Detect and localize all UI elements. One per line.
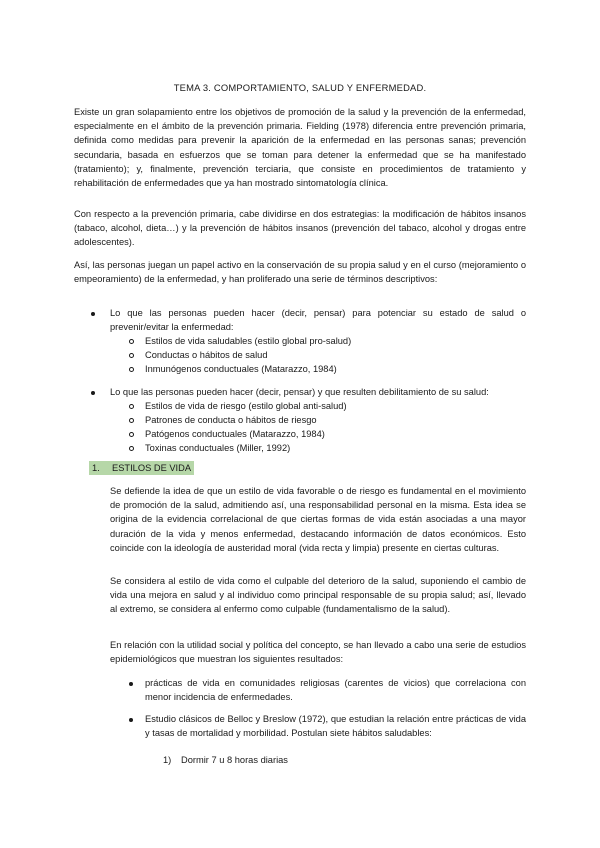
sub-item: Conductas o hábitos de salud bbox=[145, 350, 268, 360]
numbered-item bbox=[163, 753, 288, 767]
sub-item: Patrones de conducta o hábitos de riesgo bbox=[145, 415, 317, 425]
sub-item: Estilos de vida de riesgo (estilo global anti-salud) bbox=[145, 401, 347, 411]
section-heading bbox=[89, 461, 194, 475]
bullet-dot bbox=[91, 312, 95, 316]
section-number: 1. bbox=[92, 463, 100, 473]
sub-item: Toxinas conductuales (Miller, 1992) bbox=[145, 443, 291, 453]
bullet-health-damaging: Lo que las personas pueden hacer (decir, pensar) y que resulten debilitamiento de su salud: bbox=[110, 387, 489, 397]
sub-bullet-ring bbox=[129, 339, 134, 344]
paragraph-active-role: Así, las personas juegan un papel activo en la conservación de su propia salud y en el curso (mejoramiento o empeoramiento) de la enfermedad, y han proliferado una serie de términos descriptivos: bbox=[74, 260, 526, 285]
sub-bullet-ring bbox=[129, 418, 134, 423]
numbered-item-text: Dormir 7 u 8 horas diarias bbox=[181, 755, 288, 765]
paragraph-lifestyle-culprit: Se considera al estilo de vida como el culpable del deterioro de la salud, suponiendo el cambio de vida una mejora en salud y al individuo como principal responsable de su propia salud; así, llevado al extremo, se considera al enfermo como culpable (fundamentalismo de la salud). bbox=[110, 576, 526, 615]
section-title: ESTILOS DE VIDA bbox=[112, 463, 192, 473]
bullet-dot bbox=[91, 391, 95, 395]
sub-bullet-ring bbox=[129, 432, 134, 437]
sub-bullet-ring bbox=[129, 367, 134, 372]
paragraph-lifestyle-idea: Se defiende la idea de que un estilo de vida favorable o de riesgo es fundamental en el movimiento de promoción de la salud, admitiendo así, una responsabilidad personal en la misma. Esta idea se origina de la evidencia correlacional de que ciertas formas de vida están asociadas a una mayor duración de la vida y menos enfermedad, destacando información de datos económicos. Esto coincide con la ideología de austeridad moral (vida recta y limpia) presente en ciertas culturas. bbox=[110, 486, 526, 553]
bullet-religious-communities: prácticas de vida en comunidades religiosas (carentes de vicios) que correlaciona con menor incidencia de enfermedades. bbox=[145, 678, 526, 703]
sub-bullet-ring bbox=[129, 353, 134, 358]
sub-item: Inmunógenos conductuales (Matarazzo, 1984) bbox=[145, 364, 337, 374]
sub-item: Estilos de vida saludables (estilo global pro-salud) bbox=[145, 336, 352, 346]
numbered-item-number: 1) bbox=[163, 755, 172, 765]
sub-bullet-ring bbox=[129, 446, 134, 451]
bullet-belloc-breslow: Estudio clásicos de Belloc y Breslow (1972), que estudian la relación entre prácticas de vida y tasas de mortalidad y morbilidad. Postulan siete hábitos saludables: bbox=[145, 714, 526, 739]
bullet-dot bbox=[129, 718, 133, 722]
paragraph-primary-prevention: Con respecto a la prevención primaria, cabe dividirse en dos estrategias: la modificación de hábitos insanos (tabaco, alcohol, dieta…) y la prevención de hábitos insanos (prevención del tabaco, alcohol y drogas entre adolescentes). bbox=[74, 209, 526, 248]
document-title: TEMA 3. COMPORTAMIENTO, SALUD Y ENFERMEDAD. bbox=[173, 82, 427, 93]
paragraph-prevention-intro: Existe un gran solapamiento entre los objetivos de promoción de la salud y la prevención de la enfermedad, especialmente en el ámbito de la prevención primaria. Fielding (1978) diferencia entre prevención primaria, definida como medidas para prevenir la aparición de la enfermedad en las personas sanas; prevención secundaria, basada en esfuerzos que se toman para detener la enfermedad que se ha manifestado (tratamiento); y, finalmente, prevención terciaria, que consiste en procedimientos de tratamiento y rehabilitación de enfermedades que ya han mostrado sintomatología clínica. bbox=[74, 107, 526, 189]
sub-bullet-ring bbox=[129, 404, 134, 409]
paragraph-social-utility: En relación con la utilidad social y política del concepto, se han llevado a cabo una serie de estudios epidemiológicos que muestran los siguientes resultados: bbox=[110, 640, 526, 665]
sub-item: Patógenos conductuales (Matarazzo, 1984) bbox=[145, 429, 325, 439]
bullet-dot bbox=[129, 682, 133, 686]
bullet-health-promoting: Lo que las personas pueden hacer (decir, pensar) para potenciar su estado de salud o prevenir/evitar la enfermedad: bbox=[110, 308, 526, 333]
